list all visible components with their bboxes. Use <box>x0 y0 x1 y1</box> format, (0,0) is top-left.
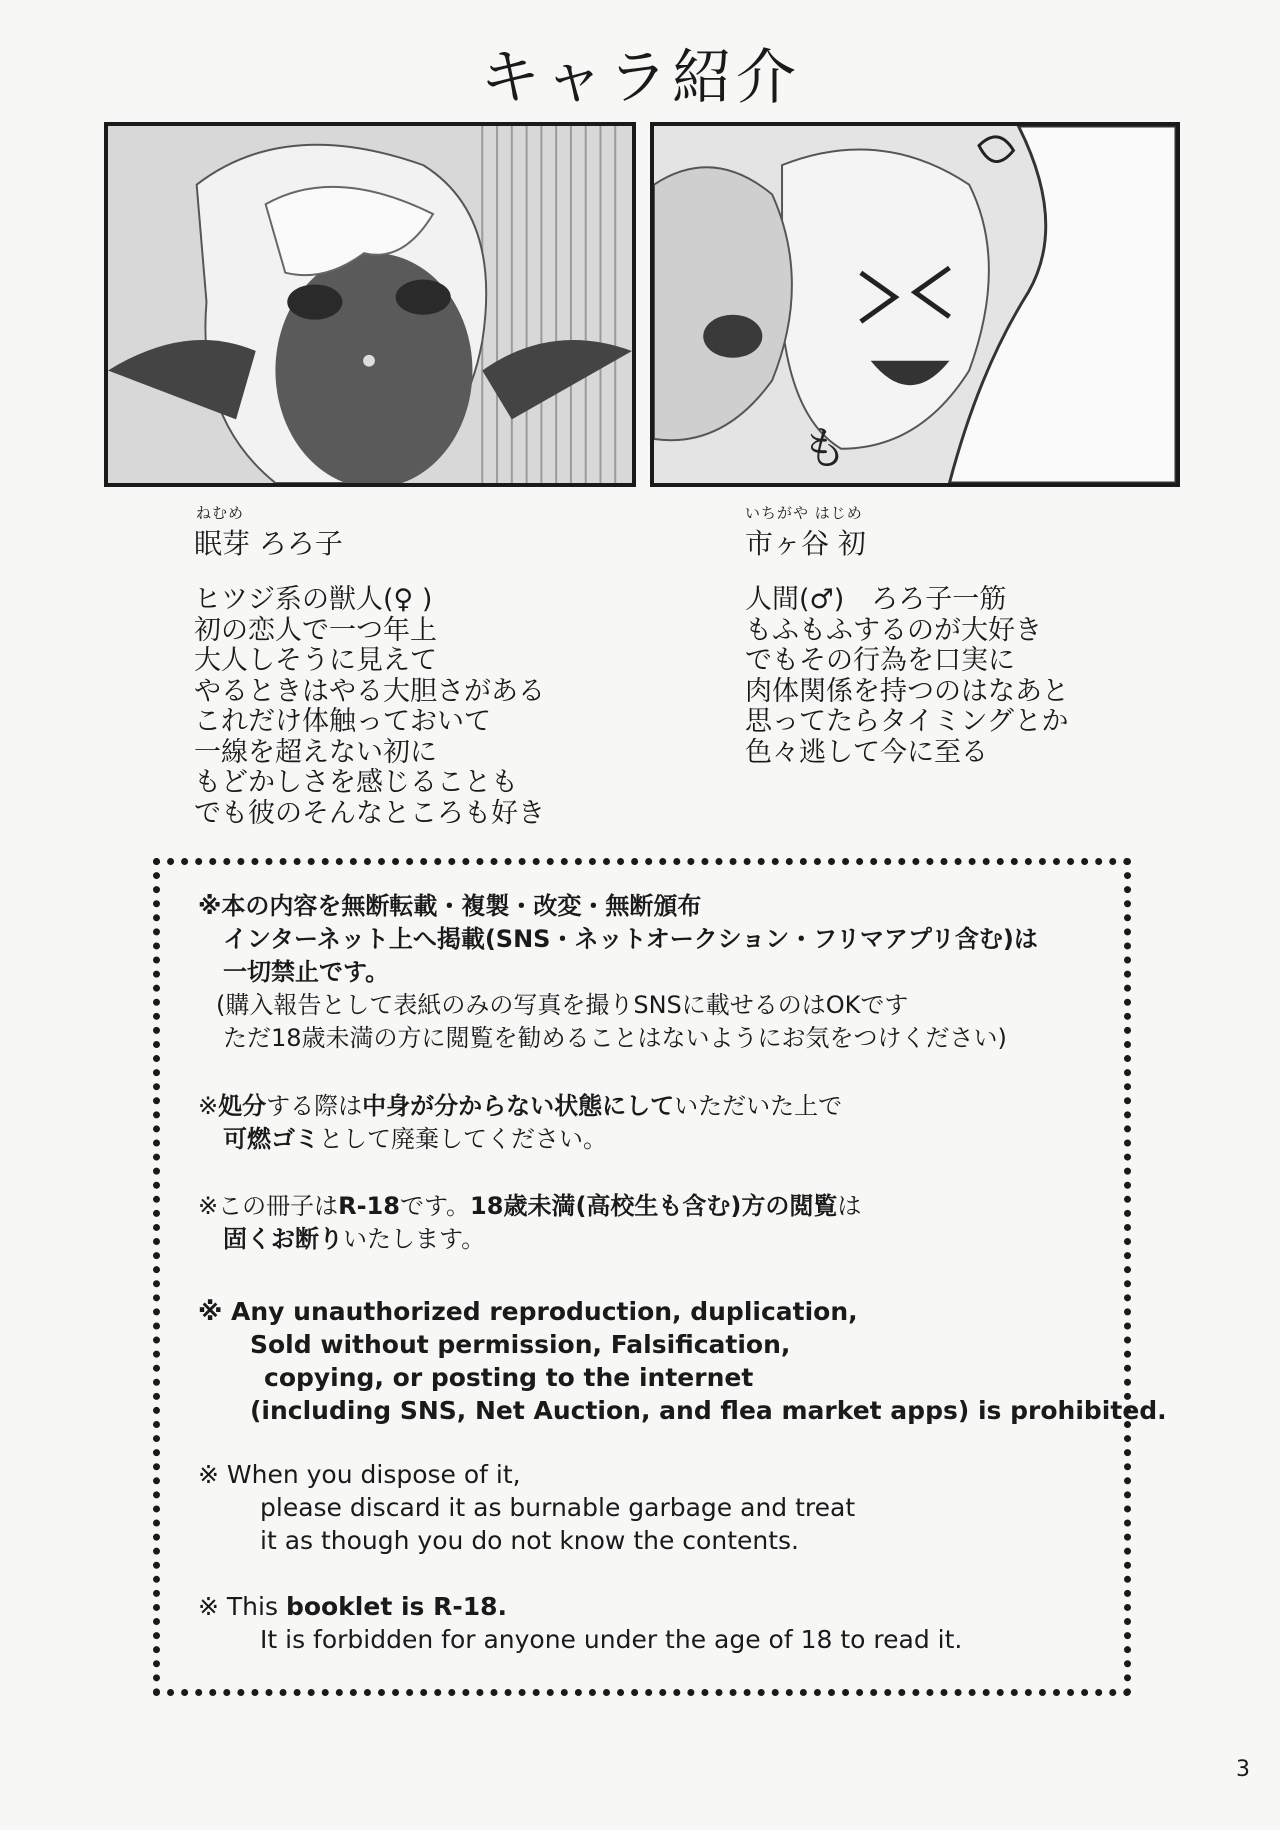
desc-line: 一線を超えない初に <box>194 736 437 768</box>
desc-line: もどかしさを感じることも <box>194 767 518 798</box>
desc-line: ヒツジ系の獣人(♀ ) <box>194 584 433 615</box>
desc-line: 肉体関係を持つのはなあと <box>745 675 1069 707</box>
notice-jp-disposal <box>198 1090 842 1156</box>
emphasis: R-18 <box>338 1192 400 1220</box>
mark: ※ <box>198 1092 219 1120</box>
desc-line: 色々逃して今に至る <box>745 736 988 768</box>
desc-line: 人間(♂) ろろ子一筋 <box>745 584 1007 615</box>
page-title: キャラ紹介 <box>480 43 800 113</box>
notice-line: インターネット上へ掲載(SNS・ネットオークション・フリマアプリ含む)は <box>223 925 1038 953</box>
notice-line: (including SNS, Net Auction, and flea market apps) is prohibited. <box>250 1396 1167 1425</box>
notice-line: it as though you do not know the contents. <box>260 1526 799 1555</box>
char-right-name: 市ヶ谷 初 <box>745 527 866 560</box>
sound-effect-text: も <box>801 421 848 475</box>
desc-line: 思ってたらタイミングとか <box>745 706 1069 737</box>
emphasis: booklet is R-18. <box>285 1592 508 1621</box>
emphasis: 処分 <box>218 1092 267 1120</box>
notice-jp-reproduction <box>198 890 1038 1055</box>
notice-line <box>198 1090 842 1123</box>
notice-line: ※本の内容を無断転載・複製・改変・無断頒布 <box>198 892 702 920</box>
char-left-reading: ねむめ <box>196 504 245 522</box>
desc-line: 初の恋人で一つ年上 <box>194 614 437 646</box>
desc-line: やるときはやる大胆さがある <box>194 675 545 707</box>
desc-line: もふもふするのが大好き <box>745 614 1042 646</box>
desc-line: でも彼のそんなところも好き <box>194 797 545 829</box>
notice-line <box>198 1590 962 1623</box>
notice-line: ※ When you dispose of it, <box>198 1460 521 1489</box>
text: いたします。 <box>343 1225 486 1253</box>
notice-line: 一切禁止です。 <box>223 958 390 986</box>
notice-line <box>198 1123 842 1156</box>
illustration-panel-right <box>650 122 1180 487</box>
char-left-name: 眠芽 ろろ子 <box>194 527 343 560</box>
notice-line: please discard it as burnable garbage and treat <box>260 1493 856 1522</box>
char-right-reading: いちがや はじめ <box>745 504 863 522</box>
notice-line: (購入報告として表紙のみの写真を撮りSNSに載せるのはOKです <box>216 991 909 1019</box>
text: する際は <box>266 1092 363 1120</box>
desc-line: 大人しそうに見えて <box>194 645 437 676</box>
page-number: 3 <box>1236 1757 1250 1782</box>
character-illustration-hajime <box>654 126 1176 483</box>
text: いただいた上で <box>674 1092 843 1120</box>
notice-line <box>198 1223 861 1256</box>
text: は <box>837 1192 862 1220</box>
notice-line: Sold without permission, Falsification, <box>250 1330 791 1359</box>
text: です。 <box>399 1192 471 1220</box>
notice-en-age-restriction <box>198 1590 962 1656</box>
notice-line: copying, or posting to the internet <box>264 1363 754 1392</box>
char-left-description <box>194 585 545 829</box>
text: ※ This <box>198 1592 286 1621</box>
notice-en-reproduction <box>198 1295 1167 1427</box>
notice-jp-age-restriction <box>198 1190 861 1256</box>
notice-line <box>198 1190 861 1223</box>
notice-line: ※ Any unauthorized reproduction, duplication, <box>198 1297 858 1326</box>
emphasis: 固くお断り <box>223 1225 343 1253</box>
text: ※この冊子は <box>198 1192 339 1220</box>
notice-line: It is forbidden for anyone under the age of 18 to read it. <box>260 1625 963 1654</box>
emphasis: 可燃ゴミ <box>223 1125 319 1153</box>
character-illustration-rorokо <box>108 126 632 483</box>
emphasis: 18歳未満(高校生も含む)方の閲覧 <box>470 1192 838 1220</box>
emphasis: 中身が分からない状態にして <box>362 1092 675 1120</box>
text: として廃棄してください。 <box>319 1125 607 1153</box>
char-right-description <box>745 585 1069 768</box>
desc-line: これだけ体触っておいて <box>194 706 491 737</box>
desc-line: でもその行為を口実に <box>745 645 1015 676</box>
notice-en-disposal <box>198 1458 855 1557</box>
illustration-panel-left <box>104 122 636 487</box>
notice-line: ただ18歳未満の方に閲覧を勧めることはないようにお気をつけください) <box>223 1024 1007 1052</box>
